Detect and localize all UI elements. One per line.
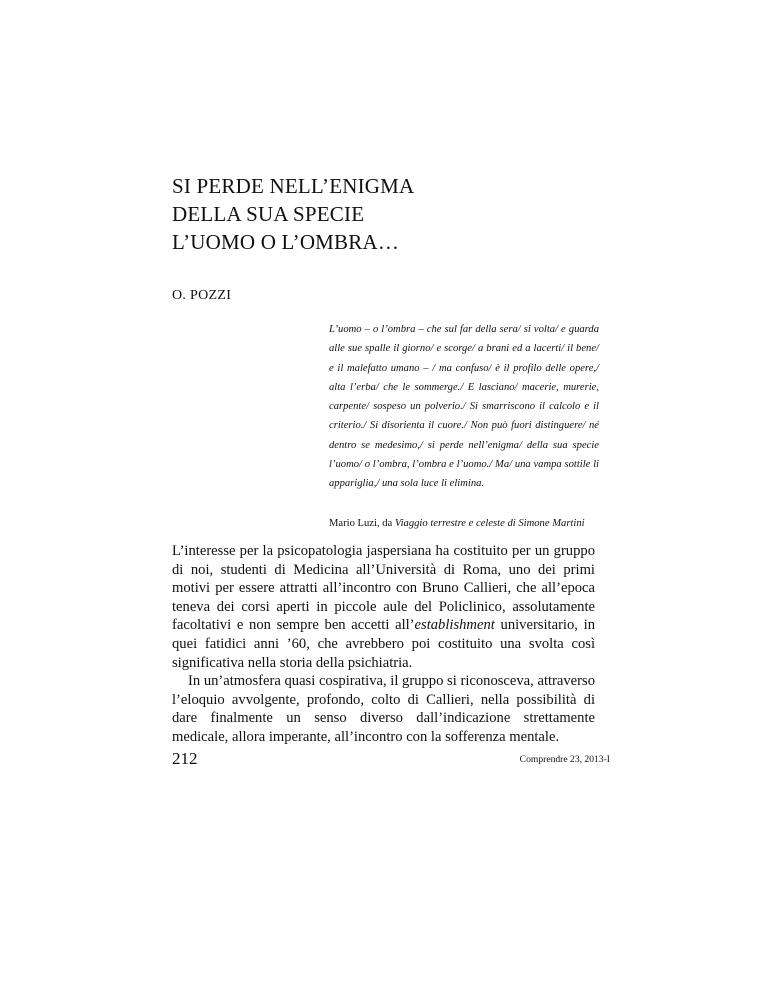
paragraph-1-emphasis: establishment (414, 617, 495, 634)
author-name: O. POZZI (172, 288, 232, 303)
article-body (172, 542, 595, 747)
attribution-work-title: Viaggio terrestre e celeste di Simone Martini (394, 518, 585, 529)
epigraph-attribution (329, 517, 619, 531)
title-line-2: DELLA SUA SPECIE (172, 202, 365, 226)
attribution-prefix: Mario Luzi, da (329, 518, 395, 529)
journal-citation: Comprendre 23, 2013-I (519, 754, 610, 765)
paragraph-1-text-b: universitario, in quei fatidici anni ’60, che avrebbero poi costituito una svolta così significativa nella storia della psichiatria. (172, 617, 595, 671)
paragraph-1-text-a: L’interesse per la psicopatologia jaspersiana ha costituito per un gruppo di noi, studenti di Medicina all’Università di Roma, uno dei primi motivi per essere attratti all’incontro con Bruno Callieri, che all’epoca teneva dei corsi aperti in piccole aule del Policlinico, assolutamente facoltativi e non sempre ben accetti all’ (172, 543, 595, 634)
title-line-3: L’UOMO O L’OMBRA… (172, 230, 400, 254)
article-title (172, 172, 502, 256)
epigraph-poem: L’uomo – o l’ombra – che sul far della sera/ si volta/ e guarda alle sue spalle il giorno/ e scorge/ a brani ed a lacerti/ il bene/ e il malefatto umano – / ma confuso/ è il profilo delle opere,/ alta l’erba/ che le sommerge./ E lasciano/ macerie, murerie, carpente/ sospeso un polverio./ Si smarriscono il calcolo e il criterio./ Si disorienta il cuore./ Non può fuori distinguere/ né dentro se medesimo,/ si perde nell’enigma/ della sua specie l’uomo/ o l’ombra, l’ombra e l’uomo./ Ma/ una vampa sottile li appariglia,/ una sola luce li elimina. (329, 324, 599, 490)
title-line-1: SI PERDE NELL’ENIGMA (172, 174, 415, 198)
body-paragraph-2: In un’atmosfera quasi cospirativa, il gruppo si riconosceva, attraverso l’eloquio avvolgente, profondo, colto di Callieri, nella possibilità di dare finalmente un senso diverso dall’indicazione strettamente medicale, allora imperante, all’incontro con la sofferenza mentale. (172, 673, 595, 745)
body-paragraph-1 (172, 542, 595, 672)
page-number: 212 (172, 749, 198, 768)
